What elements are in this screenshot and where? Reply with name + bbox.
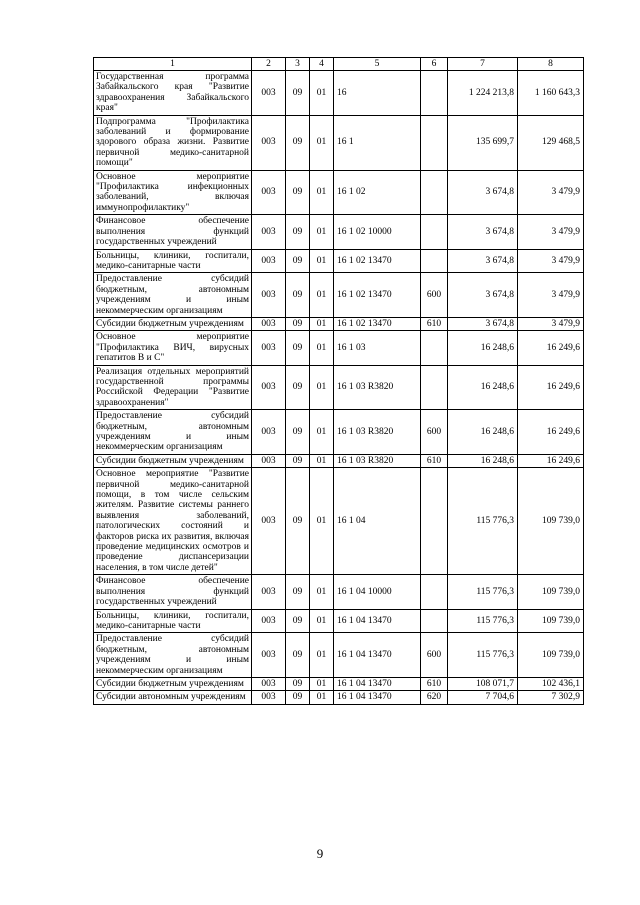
code-admin-cell: 003 bbox=[252, 468, 286, 575]
table-row bbox=[94, 249, 584, 273]
code-expense-type-cell: 600 bbox=[421, 633, 448, 678]
code-target-cell: 16 1 03 bbox=[334, 331, 421, 365]
budget-table bbox=[93, 57, 584, 705]
amount-col8-cell: 109 739,0 bbox=[518, 633, 584, 678]
amount-col7-cell: 16 248,6 bbox=[448, 410, 518, 455]
code-target-cell: 16 bbox=[334, 71, 421, 116]
code-subsection-cell: 01 bbox=[310, 115, 334, 170]
table-row bbox=[94, 677, 584, 690]
amount-col7-cell: 115 776,3 bbox=[448, 575, 518, 609]
code-expense-type-cell bbox=[421, 365, 448, 410]
code-subsection-cell: 01 bbox=[310, 365, 334, 410]
code-subsection-cell: 01 bbox=[310, 575, 334, 609]
code-subsection-cell: 01 bbox=[310, 273, 334, 318]
code-admin-cell: 003 bbox=[252, 215, 286, 249]
code-target-cell: 16 1 04 13470 bbox=[334, 609, 421, 633]
code-section-cell: 09 bbox=[286, 677, 310, 690]
row-name-cell: Финансовое обеспечение выполнения функций государственных учреждений bbox=[94, 215, 252, 249]
code-subsection-cell: 01 bbox=[310, 331, 334, 365]
amount-col8-cell: 3 479,9 bbox=[518, 170, 584, 215]
code-section-cell: 09 bbox=[286, 115, 310, 170]
amount-col7-cell: 135 699,7 bbox=[448, 115, 518, 170]
table-row bbox=[94, 273, 584, 318]
code-expense-type-cell: 620 bbox=[421, 691, 448, 704]
row-name-cell: Субсидии автономным учреждениям bbox=[94, 691, 252, 704]
code-subsection-cell: 01 bbox=[310, 633, 334, 678]
table-row bbox=[94, 691, 584, 704]
code-admin-cell: 003 bbox=[252, 331, 286, 365]
amount-col7-cell: 115 776,3 bbox=[448, 609, 518, 633]
amount-col7-cell: 16 248,6 bbox=[448, 365, 518, 410]
code-expense-type-cell: 600 bbox=[421, 273, 448, 318]
amount-col7-cell: 1 224 213,8 bbox=[448, 71, 518, 116]
code-expense-type-cell: 610 bbox=[421, 677, 448, 690]
header-cell: 2 bbox=[252, 58, 286, 71]
code-target-cell: 16 1 02 10000 bbox=[334, 215, 421, 249]
code-admin-cell: 003 bbox=[252, 609, 286, 633]
table-row bbox=[94, 454, 584, 467]
code-section-cell: 09 bbox=[286, 215, 310, 249]
table-row bbox=[94, 468, 584, 575]
amount-col7-cell: 3 674,8 bbox=[448, 215, 518, 249]
row-name-cell: Предоставление субсидий бюджетным, автономным учреждениям и иным некоммерческим организациям bbox=[94, 633, 252, 678]
row-name-cell: Основное мероприятие "Профилактика инфекционных заболеваний, включая иммунопрофилактику" bbox=[94, 170, 252, 215]
table-row bbox=[94, 575, 584, 609]
code-admin-cell: 003 bbox=[252, 575, 286, 609]
code-admin-cell: 003 bbox=[252, 170, 286, 215]
amount-col8-cell: 1 160 643,3 bbox=[518, 71, 584, 116]
code-admin-cell: 003 bbox=[252, 454, 286, 467]
amount-col8-cell: 16 249,6 bbox=[518, 410, 584, 455]
row-name-cell: Субсидии бюджетным учреждениям bbox=[94, 317, 252, 330]
amount-col8-cell: 3 479,9 bbox=[518, 317, 584, 330]
code-target-cell: 16 1 02 13470 bbox=[334, 317, 421, 330]
amount-col7-cell: 115 776,3 bbox=[448, 633, 518, 678]
code-target-cell: 16 1 03 R3820 bbox=[334, 410, 421, 455]
header-cell: 6 bbox=[421, 58, 448, 71]
amount-col8-cell: 7 302,9 bbox=[518, 691, 584, 704]
code-expense-type-cell bbox=[421, 170, 448, 215]
row-name-cell: Больницы, клиники, госпитали, медико-санитарные части bbox=[94, 609, 252, 633]
amount-col7-cell: 3 674,8 bbox=[448, 273, 518, 318]
table-header-row bbox=[94, 58, 584, 71]
code-expense-type-cell: 600 bbox=[421, 410, 448, 455]
code-expense-type-cell bbox=[421, 249, 448, 273]
header-cell: 4 bbox=[310, 58, 334, 71]
code-subsection-cell: 01 bbox=[310, 468, 334, 575]
code-section-cell: 09 bbox=[286, 410, 310, 455]
code-expense-type-cell bbox=[421, 609, 448, 633]
code-section-cell: 09 bbox=[286, 691, 310, 704]
code-section-cell: 09 bbox=[286, 273, 310, 318]
row-name-cell: Субсидии бюджетным учреждениям bbox=[94, 454, 252, 467]
code-subsection-cell: 01 bbox=[310, 454, 334, 467]
code-admin-cell: 003 bbox=[252, 115, 286, 170]
table-row bbox=[94, 331, 584, 365]
code-expense-type-cell bbox=[421, 331, 448, 365]
table-row bbox=[94, 170, 584, 215]
code-section-cell: 09 bbox=[286, 71, 310, 116]
code-section-cell: 09 bbox=[286, 633, 310, 678]
code-target-cell: 16 1 03 R3820 bbox=[334, 365, 421, 410]
row-name-cell: Субсидии бюджетным учреждениям bbox=[94, 677, 252, 690]
amount-col8-cell: 16 249,6 bbox=[518, 365, 584, 410]
amount-col8-cell: 129 468,5 bbox=[518, 115, 584, 170]
code-subsection-cell: 01 bbox=[310, 71, 334, 116]
code-admin-cell: 003 bbox=[252, 71, 286, 116]
amount-col8-cell: 109 739,0 bbox=[518, 575, 584, 609]
table-row bbox=[94, 609, 584, 633]
table-row bbox=[94, 71, 584, 116]
code-subsection-cell: 01 bbox=[310, 677, 334, 690]
code-subsection-cell: 01 bbox=[310, 249, 334, 273]
header-cell: 3 bbox=[286, 58, 310, 71]
code-section-cell: 09 bbox=[286, 468, 310, 575]
code-subsection-cell: 01 bbox=[310, 317, 334, 330]
header-cell: 5 bbox=[334, 58, 421, 71]
row-name-cell: Предоставление субсидий бюджетным, автономным учреждениям и иным некоммерческим организациям bbox=[94, 410, 252, 455]
row-name-cell: Финансовое обеспечение выполнения функций государственных учреждений bbox=[94, 575, 252, 609]
header-cell: 8 bbox=[518, 58, 584, 71]
code-section-cell: 09 bbox=[286, 454, 310, 467]
table-row bbox=[94, 317, 584, 330]
code-admin-cell: 003 bbox=[252, 365, 286, 410]
row-name-cell: Предоставление субсидий бюджетным, автономным учреждениям и иным некоммерческим организациям bbox=[94, 273, 252, 318]
code-expense-type-cell: 610 bbox=[421, 317, 448, 330]
code-admin-cell: 003 bbox=[252, 691, 286, 704]
code-target-cell: 16 1 02 bbox=[334, 170, 421, 215]
code-subsection-cell: 01 bbox=[310, 170, 334, 215]
code-target-cell: 16 1 04 13470 bbox=[334, 633, 421, 678]
amount-col7-cell: 16 248,6 bbox=[448, 454, 518, 467]
code-target-cell: 16 1 04 13470 bbox=[334, 691, 421, 704]
row-name-cell: Государственная программа Забайкальского края "Развитие здравоохранения Забайкальского края" bbox=[94, 71, 252, 116]
amount-col7-cell: 16 248,6 bbox=[448, 331, 518, 365]
amount-col8-cell: 3 479,9 bbox=[518, 273, 584, 318]
row-name-cell: Больницы, клиники, госпитали, медико-санитарные части bbox=[94, 249, 252, 273]
header-cell: 7 bbox=[448, 58, 518, 71]
code-target-cell: 16 1 04 bbox=[334, 468, 421, 575]
code-target-cell: 16 1 02 13470 bbox=[334, 273, 421, 318]
table-row bbox=[94, 365, 584, 410]
header-cell: 1 bbox=[94, 58, 252, 71]
page-number: 9 bbox=[316, 846, 324, 861]
row-name-cell: Основное мероприятие "Развитие первичной медико-санитарной помощи, в том числе сельским жителям. Развитие системы раннего выявления заболеваний, патологических состояний и факторов риска их развития, включая проведение медицинских осмотров и проведение диспансеризации населения, в том числе детей" bbox=[94, 468, 252, 575]
amount-col7-cell: 3 674,8 bbox=[448, 317, 518, 330]
code-section-cell: 09 bbox=[286, 575, 310, 609]
code-subsection-cell: 01 bbox=[310, 215, 334, 249]
code-admin-cell: 003 bbox=[252, 633, 286, 678]
code-expense-type-cell bbox=[421, 215, 448, 249]
table-row bbox=[94, 410, 584, 455]
code-expense-type-cell bbox=[421, 575, 448, 609]
code-section-cell: 09 bbox=[286, 609, 310, 633]
amount-col7-cell: 3 674,8 bbox=[448, 170, 518, 215]
code-section-cell: 09 bbox=[286, 317, 310, 330]
code-admin-cell: 003 bbox=[252, 317, 286, 330]
amount-col8-cell: 16 249,6 bbox=[518, 331, 584, 365]
code-target-cell: 16 1 bbox=[334, 115, 421, 170]
code-section-cell: 09 bbox=[286, 249, 310, 273]
amount-col7-cell: 3 674,8 bbox=[448, 249, 518, 273]
code-admin-cell: 003 bbox=[252, 410, 286, 455]
code-subsection-cell: 01 bbox=[310, 691, 334, 704]
amount-col7-cell: 108 071,7 bbox=[448, 677, 518, 690]
code-section-cell: 09 bbox=[286, 331, 310, 365]
code-expense-type-cell bbox=[421, 115, 448, 170]
amount-col8-cell: 109 739,0 bbox=[518, 468, 584, 575]
amount-col8-cell: 3 479,9 bbox=[518, 215, 584, 249]
table-row bbox=[94, 115, 584, 170]
code-admin-cell: 003 bbox=[252, 677, 286, 690]
table-row bbox=[94, 633, 584, 678]
code-target-cell: 16 1 02 13470 bbox=[334, 249, 421, 273]
row-name-cell: Подпрограмма "Профилактика заболеваний и формирование здорового образа жизни. Развитие первичной медико-санитарной помощи" bbox=[94, 115, 252, 170]
amount-col8-cell: 102 436,1 bbox=[518, 677, 584, 690]
amount-col7-cell: 7 704,6 bbox=[448, 691, 518, 704]
code-target-cell: 16 1 04 10000 bbox=[334, 575, 421, 609]
amount-col8-cell: 16 249,6 bbox=[518, 454, 584, 467]
code-expense-type-cell bbox=[421, 468, 448, 575]
code-expense-type-cell bbox=[421, 71, 448, 116]
row-name-cell: Реализация отдельных мероприятий государственной программы Российской Федерации "Развитие здравоохранения" bbox=[94, 365, 252, 410]
code-admin-cell: 003 bbox=[252, 249, 286, 273]
table-row bbox=[94, 215, 584, 249]
code-target-cell: 16 1 03 R3820 bbox=[334, 454, 421, 467]
amount-col7-cell: 115 776,3 bbox=[448, 468, 518, 575]
amount-col8-cell: 3 479,9 bbox=[518, 249, 584, 273]
row-name-cell: Основное мероприятие "Профилактика ВИЧ, вирусных гепатитов В и С" bbox=[94, 331, 252, 365]
amount-col8-cell: 109 739,0 bbox=[518, 609, 584, 633]
code-target-cell: 16 1 04 13470 bbox=[334, 677, 421, 690]
code-admin-cell: 003 bbox=[252, 273, 286, 318]
code-section-cell: 09 bbox=[286, 365, 310, 410]
code-subsection-cell: 01 bbox=[310, 410, 334, 455]
code-section-cell: 09 bbox=[286, 170, 310, 215]
code-expense-type-cell: 610 bbox=[421, 454, 448, 467]
code-subsection-cell: 01 bbox=[310, 609, 334, 633]
